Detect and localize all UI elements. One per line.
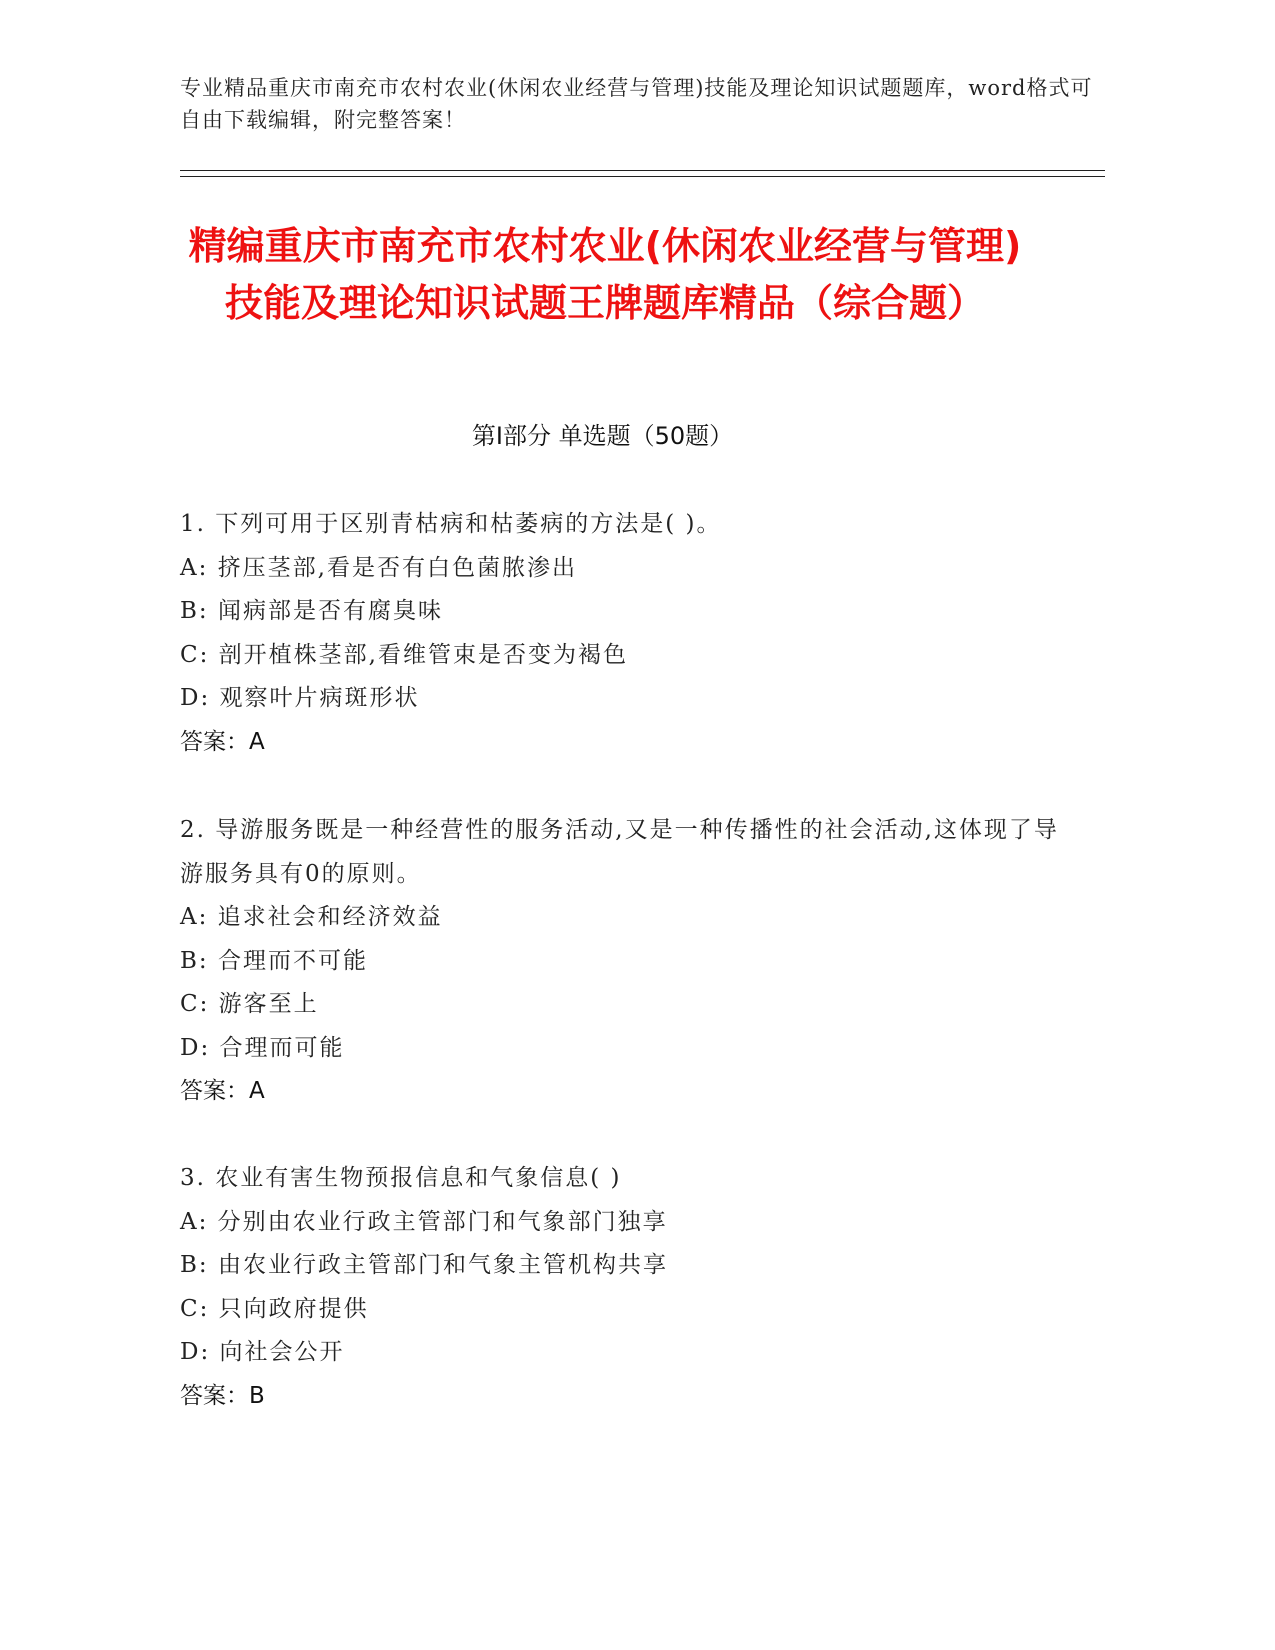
- option-b: B: 由农业行政主管部门和气象主管机构共享: [180, 1252, 668, 1278]
- question-1: [180, 503, 1060, 764]
- option-a: A: 挤压茎部,看是否有白色菌脓渗出: [180, 554, 577, 581]
- option-c: C: 剖开植株茎部,看维管束是否变为褐色: [180, 641, 628, 668]
- option-b: B: 合理而不可能: [180, 947, 368, 974]
- question-stem: 3. 农业有害生物预报信息和气象信息( ): [180, 1165, 622, 1191]
- option-a: A: 追求社会和经济效益: [180, 904, 443, 930]
- document-title: 精编重庆市南充市农村农业(休闲农业经营与管理)技能及理论知识试题王牌题库精品（综合题）: [188, 224, 1022, 325]
- section-heading: 第Ⅰ部分 单选题（50题）: [471, 422, 734, 450]
- option-a: A: 分别由农业行政主管部门和气象部门独享: [180, 1208, 668, 1235]
- header-divider-bottom: [180, 176, 1105, 177]
- header-note: 专业精品重庆市南充市农村农业(休闲农业经营与管理)技能及理论知识试题题库，word格式可自由下载编辑，附完整答案！: [180, 76, 1093, 132]
- header-divider-top: [180, 170, 1105, 171]
- answer-line: 答案：B: [180, 1382, 265, 1409]
- question-stem: 2. 导游服务既是一种经营性的服务活动,又是一种传播性的社会活动,这体现了导游服务具有0的原则。: [180, 817, 1059, 887]
- option-d: D: 观察叶片病斑形状: [180, 685, 420, 711]
- option-d: D: 合理而可能: [180, 1034, 345, 1061]
- option-c: C: 游客至上: [180, 991, 319, 1017]
- question-stem: 1. 下列可用于区别青枯病和枯萎病的方法是( )。: [180, 511, 722, 537]
- question-2: [180, 809, 1060, 1114]
- option-b: B: 闻病部是否有腐臭味: [180, 598, 443, 624]
- option-d: D: 向社会公开: [180, 1339, 345, 1365]
- option-c: C: 只向政府提供: [180, 1295, 369, 1322]
- question-3: [180, 1157, 1060, 1418]
- answer-line: 答案：A: [180, 1078, 265, 1104]
- answer-line: 答案：A: [180, 728, 265, 755]
